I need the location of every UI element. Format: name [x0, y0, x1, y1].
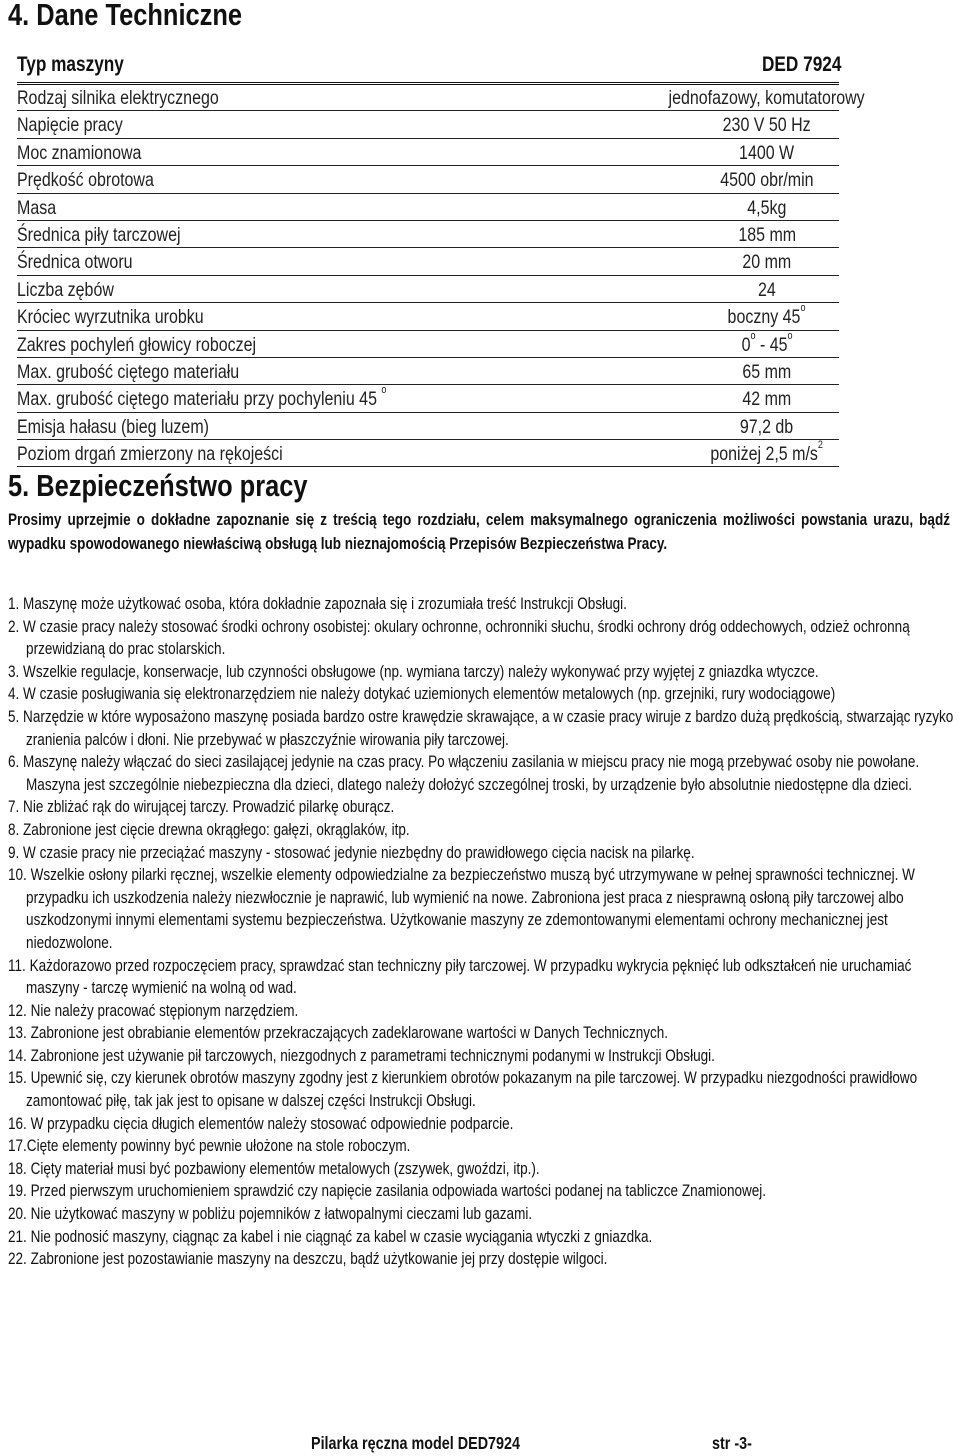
safety-rule-item: 7. Nie zbliżać rąk do wirującej tarczy. Prowadzić pilarkę oburącz.	[8, 798, 395, 817]
safety-rule-item: 8. Zabronione jest cięcie drewna okrągłego: gałęzi, okrąglaków, itp.	[8, 820, 410, 839]
safety-rule-item: 15. Upewnić się, czy kierunek obrotów maszyny zgodny jest z kierunkiem obrotów pokazanym na pile tarczowej. W przypadku niezgodności prawidłowo zamontować piłę, tak jak jest to opisane w dalszej części Instrukcji Obsługi.	[8, 1069, 918, 1111]
spec-table-header	[17, 51, 842, 83]
footer-page-number: str -3-	[712, 1433, 752, 1453]
spec-value: 20 mm	[742, 251, 792, 274]
safety-intro-text: Prosimy uprzejmie o dokładne zapoznanie się z treścią tego rozdziału, celem maksymalnego ograniczenia możliwości powstania urazu, bądź wypadku spowodowanego niewłaściwą obsługą lub nieznajomością Przepisów Bezpieczeństwa Pracy.	[8, 511, 950, 553]
safety-rule-item: 18. Cięty materiał musi być pozbawiony elementów metalowych (zszywek, gwoździ, itp.).	[8, 1159, 540, 1178]
spec-label: Max. grubość ciętego materiału	[17, 360, 240, 383]
spec-row	[17, 303, 839, 330]
safety-rule-item: 20. Nie użytkować maszyny w pobliżu pojemników z łatwopalnymi cieczami lub gazami.	[8, 1205, 533, 1224]
spec-label: Masa	[17, 196, 57, 219]
safety-rule-item: 16. W przypadku cięcia długich elementów należy stosować odpowiednie podparcie.	[8, 1114, 514, 1133]
spec-row	[17, 331, 839, 358]
spec-value: 24	[758, 278, 776, 301]
safety-rule-item: 4. W czasie posługiwania się elektronarzędziem nie należy dotykać uziemionych elementów metalowych (np. grzejniki, rury wodociągowe)	[8, 685, 836, 704]
spec-row	[17, 358, 839, 385]
safety-rule-item: 21. Nie podnosić maszyny, ciągnąc za kabel i nie ciągnąć za kabel w czasie wyciągania wtyczki z gniazdka.	[8, 1227, 653, 1246]
safety-rule-item: 2. W czasie pracy należy stosować środki ochrony osobistej: okulary ochronne, ochronniki słuchu, środki ochrony dróg oddechowych, odzież ochronną przewidzianą do prac stolarskich.	[8, 617, 910, 659]
spec-table	[17, 84, 866, 467]
spec-label: Max. grubość ciętego materiału przy pochyleniu 45 $^o$	[17, 384, 387, 411]
spec-label: Prędkość obrotowa	[17, 169, 154, 192]
safety-intro	[8, 508, 950, 556]
spec-row	[17, 276, 839, 303]
spec-value: 0$^o$ - 45$^o$	[741, 329, 793, 356]
safety-rule-item: 1. Maszynę może użytkować osoba, która dokładnie zapoznała się i zrozumiała treść Instrukcji Obsługi.	[8, 595, 627, 613]
spec-label: Średnica piły tarczowej	[17, 223, 181, 246]
spec-value: 42 mm	[742, 388, 792, 411]
spec-value: poniżej 2,5 $m/s^2$	[710, 439, 824, 466]
safety-rule-item: 11. Każdorazowo przed rozpoczęciem pracy, sprawdzać stan techniczny piły tarczowej. W przypadku wykrycia pęknięć lub odkształceń nie uruchamiać maszyny - tarczę wymienić na wolną od wad.	[8, 956, 912, 998]
safety-rule-item: 22. Zabronione jest pozostawianie maszyny na deszczu, bądź użytkowanie jej przy dostępie wilgoci.	[8, 1250, 608, 1269]
spec-row	[17, 139, 839, 166]
spec-value: jednofazowy, komutatorowy	[668, 87, 866, 109]
spec-label: Liczba zębów	[17, 278, 114, 301]
spec-value: 97,2 db	[740, 415, 794, 438]
spec-label: Średnica otworu	[17, 251, 133, 274]
spec-row	[17, 413, 839, 440]
spec-value: 230 V 50 Hz	[722, 114, 811, 137]
spec-value: 4,5kg	[747, 196, 787, 219]
spec-value: 1400 W	[739, 141, 795, 164]
safety-rules-list	[8, 593, 958, 1271]
spec-row	[17, 194, 839, 221]
spec-label: Rodzaj silnika elektrycznego	[17, 87, 219, 109]
machine-type-label: Typ maszyny	[17, 53, 124, 76]
safety-rule-item: 14. Zabronione jest używanie pił tarczowych, niezgodnych z parametrami technicznymi podanymi w Instrukcji Obsługi.	[8, 1046, 715, 1065]
safety-rule-item: 19. Przed pierwszym uruchomieniem sprawdzić czy napięcie zasilania odpowiada wartości podanej na tabliczce Znamionowej.	[8, 1182, 767, 1201]
machine-model-value: DED 7924	[762, 53, 842, 76]
spec-label: Emisja hałasu (bieg luzem)	[17, 415, 209, 438]
spec-row	[17, 385, 839, 412]
section-4-title: 4. Dane Techniczne	[8, 0, 243, 32]
safety-rule-item: 10. Wszelkie osłony pilarki ręcznej, wszelkie elementy odpowiedzialne za bezpieczeństwo muszą być utrzymywane w pełnej sprawności technicznej. W przypadku ich uszkodzenia należy niezwłocznie je naprawić, lub wymienić na nowe. Zabroniona jest praca z niesprawną osłoną piły tarczowej albo uszkodzonymi innymi elementami systemu bezpieczeństwa. Użytkowanie maszyny ze zdemontowanymi elementami ochrony mechanicznej jest niedozwolone.	[8, 866, 915, 952]
spec-row	[17, 84, 866, 111]
spec-row	[17, 221, 839, 248]
spec-label: Zakres pochyleń głowicy roboczej	[17, 333, 257, 356]
footer-title: Pilarka ręczna model DED7924	[311, 1433, 520, 1453]
spec-row	[17, 166, 839, 193]
safety-rule-item: 6. Maszynę należy włączać do sieci zasilającej jedynie na czas pracy. Po włączeniu zasilania w miejscu pracy nie mogą przebywać osoby nie powołane. Maszyna jest szczególnie niebezpieczna dla dzieci, dlatego należy dołożyć szczególnej troski, by urządzenie było absolutnie niedostępne dla dzieci.	[8, 753, 920, 794]
spec-value: 185 mm	[738, 223, 796, 246]
safety-rule-item: 5. Narzędzie w które wyposażono maszynę posiada bardzo ostre krawędzie skrawające, a w czasie pracy wiruje z bardzo dużą prędkością, stwarzając ryzyko zranienia palców i dłoni. Nie przebywać w płaszczyźnie wirowania piły tarczowej.	[8, 707, 954, 749]
section-5-title: 5. Bezpieczeństwo pracy	[8, 468, 308, 503]
spec-label: Króciec wyrzutnika urobku	[17, 306, 204, 329]
spec-label: Napięcie pracy	[17, 114, 123, 137]
spec-label: Poziom drgań zmierzony na rękojeści	[17, 443, 283, 466]
safety-rule-item: 12. Nie należy pracować stępionym narzędziem.	[8, 1001, 299, 1020]
spec-value: boczny 45$^o$	[728, 302, 806, 329]
safety-rule-item: 17.Cięte elementy powinny być pewnie ułożone na stole roboczym.	[8, 1137, 411, 1156]
safety-rule-item: 9. W czasie pracy nie przeciążać maszyny - stosować jedynie niezbędny do prawidłowego cięcia nacisk na pilarkę.	[8, 843, 695, 862]
spec-value: 4500 obr/min	[720, 169, 814, 192]
spec-row	[17, 111, 839, 138]
spec-label: Moc znamionowa	[17, 141, 142, 164]
safety-rule-item: 3. Wszelkie regulacje, konserwacje, lub czynności obsługowe (np. wymiana tarczy) należy wykonywać przy wyjętej z gniazdka wtyczce.	[8, 662, 819, 681]
safety-rule-item: 13. Zabronione jest obrabianie elementów przekraczających zadeklarowane wartości w Danych Technicznych.	[8, 1024, 669, 1043]
spec-row	[17, 248, 839, 275]
spec-value: 65 mm	[742, 360, 792, 383]
spec-row	[17, 440, 839, 467]
